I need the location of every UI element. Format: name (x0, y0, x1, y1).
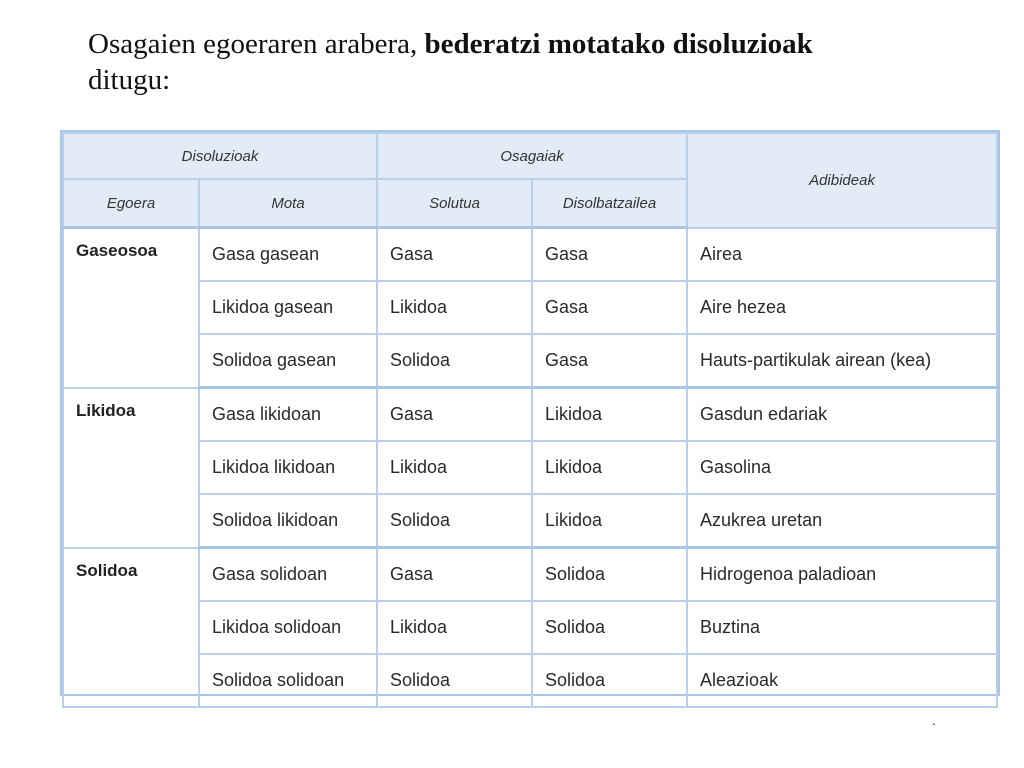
state-cell: Likidoa (63, 388, 199, 548)
adibidea-cell: Gasdun edariak (687, 388, 997, 442)
header-solutua: Solutua (377, 179, 532, 228)
header-osagaiak: Osagaiak (377, 133, 687, 179)
table-header-row-1 (63, 133, 997, 179)
solutua-cell: Gasa (377, 228, 532, 282)
disolbatzailea-cell: Gasa (532, 281, 687, 334)
disolbatzailea-cell: Solidoa (532, 654, 687, 707)
table-row (63, 601, 997, 654)
intro-text: Osagaien egoeraren arabera, (88, 28, 425, 60)
adibidea-cell: Buztina (687, 601, 997, 654)
mota-cell: Likidoa solidoan (199, 601, 377, 654)
table-row (63, 494, 997, 548)
intro-text-end: ditugu: (88, 64, 171, 96)
disolbatzailea-cell: Solidoa (532, 548, 687, 602)
adibidea-cell: Hidrogenoa paladioan (687, 548, 997, 602)
state-cell: Gaseosoa (63, 228, 199, 388)
state-cell: Solidoa (63, 548, 199, 708)
disolbatzailea-cell: Likidoa (532, 388, 687, 442)
disolbatzailea-cell: Gasa (532, 228, 687, 282)
solutua-cell: Solidoa (377, 494, 532, 548)
mota-cell: Likidoa gasean (199, 281, 377, 334)
solutions-table-container (60, 130, 1000, 696)
header-disoluzioak: Disoluzioak (63, 133, 377, 179)
disolbatzailea-cell: Likidoa (532, 441, 687, 494)
disolbatzailea-cell: Gasa (532, 334, 687, 388)
intro-bold-text: bederatzi motatako disoluzioak (424, 28, 813, 60)
disolbatzailea-cell: Solidoa (532, 601, 687, 654)
mota-cell: Solidoa likidoan (199, 494, 377, 548)
mota-cell: Gasa gasean (199, 228, 377, 282)
intro-paragraph (88, 26, 988, 98)
header-disolbatzailea: Disolbatzailea (532, 179, 687, 228)
solutions-table (62, 132, 998, 708)
mota-cell: Solidoa solidoan (199, 654, 377, 707)
table-row (63, 441, 997, 494)
header-egoera: Egoera (63, 179, 199, 228)
header-adibideak: Adibideak (687, 133, 997, 228)
table-row (63, 228, 997, 282)
mota-cell: Gasa likidoan (199, 388, 377, 442)
adibidea-cell: Aire hezea (687, 281, 997, 334)
mota-cell: Solidoa gasean (199, 334, 377, 388)
table-row (63, 334, 997, 388)
disolbatzailea-cell: Likidoa (532, 494, 687, 548)
solutua-cell: Gasa (377, 388, 532, 442)
adibidea-cell: Hauts-partikulak airean (kea) (687, 334, 997, 388)
mota-cell: Likidoa likidoan (199, 441, 377, 494)
adibidea-cell: Azukrea uretan (687, 494, 997, 548)
solutua-cell: Solidoa (377, 334, 532, 388)
adibidea-cell: Gasolina (687, 441, 997, 494)
table-row (63, 654, 997, 707)
table-row (63, 388, 997, 442)
solutua-cell: Likidoa (377, 601, 532, 654)
solutua-cell: Gasa (377, 548, 532, 602)
mota-cell: Gasa solidoan (199, 548, 377, 602)
footer-dot: . (932, 712, 936, 728)
table-row (63, 548, 997, 602)
solutua-cell: Likidoa (377, 281, 532, 334)
solutua-cell: Likidoa (377, 441, 532, 494)
solutua-cell: Solidoa (377, 654, 532, 707)
header-mota: Mota (199, 179, 377, 228)
adibidea-cell: Airea (687, 228, 997, 282)
table-row (63, 281, 997, 334)
adibidea-cell: Aleazioak (687, 654, 997, 707)
